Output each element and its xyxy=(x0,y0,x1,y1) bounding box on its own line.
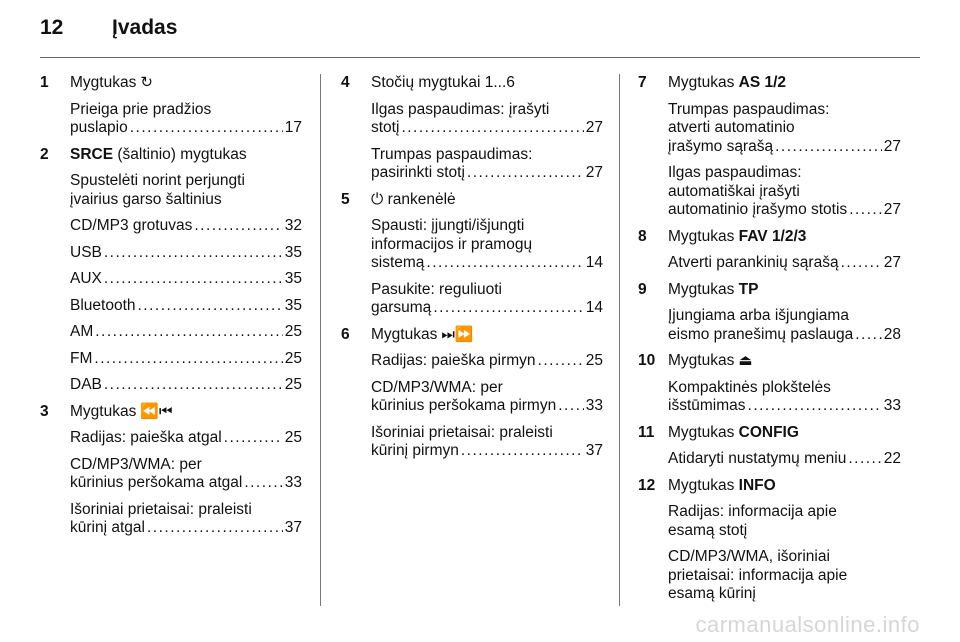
page-ref: 28 xyxy=(883,325,901,343)
page-ref: 14 xyxy=(585,299,603,316)
description-line: įrašymo sąrašą xyxy=(668,137,774,155)
item-label-bold: INFO xyxy=(738,476,776,494)
home-icon: ↻ xyxy=(140,74,153,91)
description-line: išstūmimas xyxy=(668,397,746,414)
item-label: Mygtukas xyxy=(371,325,438,343)
item-number: 7 xyxy=(638,74,647,91)
item-3 xyxy=(40,403,302,538)
item-7 xyxy=(638,74,901,220)
item-4 xyxy=(341,74,603,183)
item-label: Mygtukas xyxy=(668,227,739,245)
description-line: Išoriniai prietaisai: praleisti xyxy=(70,500,252,518)
header-rule xyxy=(40,57,920,58)
description-line: Ilgas paspaudimas: įrašyti xyxy=(371,100,550,118)
page-ref: 37 xyxy=(284,519,302,536)
description-line: esamą stotį xyxy=(668,521,748,539)
item-label-bold: CONFIG xyxy=(738,423,799,441)
item-number: 11 xyxy=(638,423,655,441)
page-ref: 17 xyxy=(284,119,302,136)
description-line: esamą kūrinį xyxy=(668,585,756,602)
item-number: 10 xyxy=(638,352,656,369)
page-ref: 22 xyxy=(883,450,901,467)
page-header xyxy=(40,16,177,52)
description-line: Ilgas paspaudimas: xyxy=(668,164,802,181)
item-11 xyxy=(638,424,901,469)
item-9 xyxy=(638,281,901,345)
description-line: Spausti: įjungti/išjungti xyxy=(371,217,525,234)
item-number: 4 xyxy=(341,74,350,91)
page-ref: 35 xyxy=(284,243,302,261)
description-line: sistemą xyxy=(371,254,425,271)
page-number: 12 xyxy=(40,16,64,39)
item-1 xyxy=(40,74,302,138)
description-line: CD/MP3/WMA, išoriniai xyxy=(668,548,830,565)
item-label: Mygtukas xyxy=(668,74,739,91)
description-line: Atverti parankinių sąrašą xyxy=(668,254,839,271)
description-line: Trumpas paspaudimas: xyxy=(668,100,830,118)
page-ref: 27 xyxy=(883,254,901,271)
power-icon: ⏻ xyxy=(371,190,384,208)
watermark: carmanualsonline.info xyxy=(695,612,920,637)
page-ref: 25 xyxy=(284,349,302,367)
page-ref: 35 xyxy=(284,296,302,314)
page-ref: 27 xyxy=(585,119,603,136)
description-line: Prieiga prie pradžios xyxy=(70,100,212,118)
item-label: Mygtukas xyxy=(668,476,739,494)
item-label: Mygtukas xyxy=(70,402,137,420)
toc-entry: AM xyxy=(70,323,94,340)
item-label: Mygtukas xyxy=(668,352,735,369)
description-line: kūrinius peršokama atgal xyxy=(70,474,243,491)
page-ref: 37 xyxy=(585,442,603,459)
item-label-bold: AS 1/2 xyxy=(738,74,787,91)
page-ref: 33 xyxy=(284,474,302,491)
toc-entry: CD/MP3 grotuvas xyxy=(70,217,193,234)
item-number: 12 xyxy=(638,476,656,494)
description-line: Radijas: paieška pirmyn xyxy=(371,352,536,369)
toc-entry: Bluetooth xyxy=(70,296,136,314)
page-ref: 27 xyxy=(883,137,901,155)
toc-entry: DAB xyxy=(70,376,102,393)
item-label: Stočių mygtukai 1...6 xyxy=(371,74,515,91)
item-10 xyxy=(638,352,901,416)
item-number: 6 xyxy=(341,325,350,343)
item-number: 8 xyxy=(638,227,647,245)
description-line: pasirinkti stotį xyxy=(371,164,465,181)
description-line: eismo pranešimų paslauga xyxy=(668,325,854,343)
column-2 xyxy=(341,74,603,469)
page-ref: 25 xyxy=(585,352,603,369)
page-ref: 14 xyxy=(585,254,603,271)
description-line: Išoriniai prietaisai: praleisti xyxy=(371,423,553,441)
description-line: Trumpas paspaudimas: xyxy=(371,145,533,163)
item-6 xyxy=(341,326,603,461)
page-ref: 33 xyxy=(883,397,901,414)
item-label: (šaltinio) mygtukas xyxy=(113,145,247,163)
column-3 xyxy=(638,74,901,612)
page-ref: 25 xyxy=(284,376,302,393)
description-line: Kompaktinės plokštelės xyxy=(668,378,831,396)
page-ref: 33 xyxy=(585,397,603,414)
item-label: Mygtukas xyxy=(668,280,739,298)
description-line: Spustelėti norint perjungti xyxy=(70,172,245,189)
description-line: CD/MP3/WMA: per xyxy=(70,455,202,473)
item-number: 5 xyxy=(341,190,350,208)
page-ref: 32 xyxy=(284,217,302,234)
column-divider xyxy=(619,74,620,606)
page-ref: 27 xyxy=(883,201,901,218)
item-5 xyxy=(341,191,603,318)
description-line: garsumą xyxy=(371,299,432,316)
description-line: automatinio įrašymo stotis xyxy=(668,201,848,218)
item-2 xyxy=(40,146,302,395)
previous-track-icon: ⏪⏮ xyxy=(140,402,173,420)
description-line: Pasukite: reguliuoti xyxy=(371,280,502,298)
item-label: Mygtukas xyxy=(668,423,739,441)
item-label-bold: SRCE xyxy=(70,145,114,163)
item-number: 2 xyxy=(40,145,49,163)
item-label-bold: FAV 1/2/3 xyxy=(738,227,807,245)
toc-entry: AUX xyxy=(70,270,102,287)
description-line: kūrinį atgal xyxy=(70,519,145,536)
description-line: Radijas: informacija apie xyxy=(668,503,837,520)
description-line: Atidaryti nustatymų meniu xyxy=(668,450,847,467)
item-label-bold: TP xyxy=(738,280,759,298)
column-divider xyxy=(320,74,321,606)
page-ref: 27 xyxy=(585,164,603,181)
page-ref: 35 xyxy=(284,270,302,287)
toc-entry: FM xyxy=(70,349,93,367)
description-line: kūrinį pirmyn xyxy=(371,442,459,459)
page-title: Įvadas xyxy=(112,16,178,39)
description-line: puslapio xyxy=(70,119,128,136)
item-label: Mygtukas xyxy=(70,74,137,91)
description-line: įvairius garso šaltinius xyxy=(70,190,222,208)
item-number: 1 xyxy=(40,74,49,91)
toc-entry: USB xyxy=(70,243,102,261)
item-label: rankenėlė xyxy=(387,190,456,208)
description-line: kūrinius peršokama pirmyn xyxy=(371,397,557,414)
description-line: stotį xyxy=(371,119,400,136)
description-line: CD/MP3/WMA: per xyxy=(371,378,503,396)
column-1 xyxy=(40,74,302,546)
next-track-icon: ⏭⏩ xyxy=(441,325,474,343)
description-line: automatiškai įrašyti xyxy=(668,182,800,200)
description-line: Įjungiama arba išjungiama xyxy=(668,307,849,324)
description-line: atverti automatinio xyxy=(668,119,795,136)
description-line: Radijas: paieška atgal xyxy=(70,429,222,446)
description-line: prietaisai: informacija apie xyxy=(668,566,848,584)
item-12 xyxy=(638,477,901,604)
page-ref: 25 xyxy=(284,323,302,340)
item-number: 9 xyxy=(638,280,647,298)
item-number: 3 xyxy=(40,402,49,420)
description-line: informacijos ir pramogų xyxy=(371,235,533,253)
page-ref: 25 xyxy=(284,429,302,446)
eject-icon: ⏏ xyxy=(738,352,753,369)
item-8 xyxy=(638,228,901,273)
